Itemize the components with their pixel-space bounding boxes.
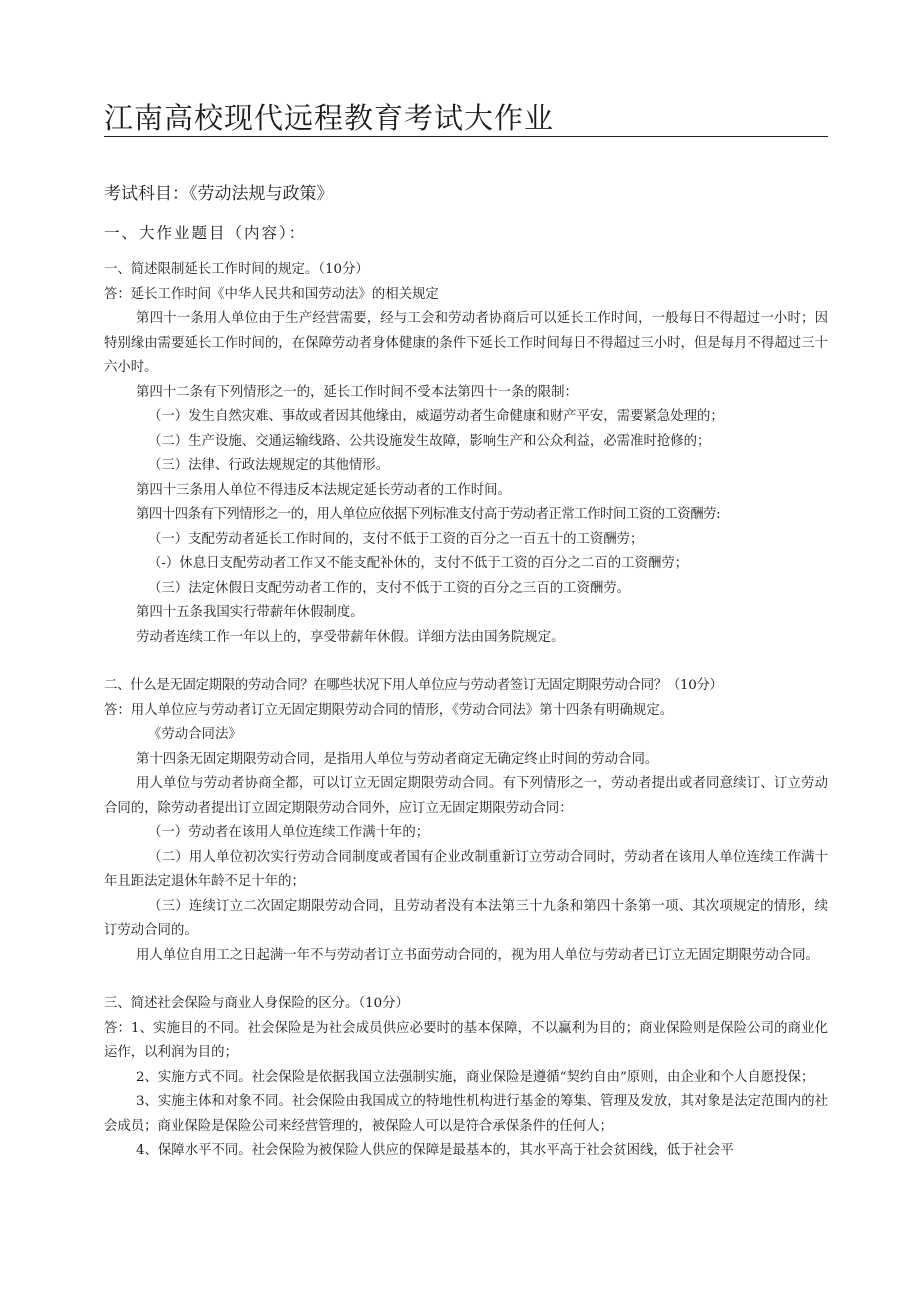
q1-list-item: （三）法律、行政法规规定的其他情形。 bbox=[148, 458, 390, 473]
q1-list-item: （一）发生自然灾难、事故或者因其他缘由，威逼劳动者生命健康和财产平安，需要紧急处理的； bbox=[148, 409, 724, 424]
q1-paragraph: 第四十四条有下列情形之一的，用人单位应依据下列标准支付高于劳动者正常工作时间工资的工资酬劳: bbox=[136, 507, 721, 522]
q2-paragraph: 用人单位自用工之日起满一年不与劳动者订立书面劳动合同的，视为用人单位与劳动者已订立无固定期限劳动合同。 bbox=[136, 947, 819, 963]
q1-answer-intro: 答：延长工作时间《中华人民共和国劳动法》的相关规定 bbox=[104, 286, 439, 302]
title-divider bbox=[104, 136, 828, 137]
q1-paragraph: 第四十五条我国实行带薪年休假制度。 bbox=[136, 605, 364, 620]
q1-paragraph: 第四十一条用人单位由于生产经营需要，经与工会和劳动者协商后可以延长工作时间，一般每日不得超过一小时；因特别缘由需要延长工作时间的，在保障劳动者身体健康的条件下延长工作时间每日不得超过三小时，但是每月不得超过三十六小时。 bbox=[104, 311, 828, 375]
q2-paragraph: 用人单位与劳动者协商全都，可以订立无固定期限劳动合同。有下列情形之一，劳动者提出或者同意续订、订立劳动合同的，除劳动者提出订立固定期限劳动合同外，应订立无固定期限劳动合同： bbox=[104, 776, 828, 816]
q1-paragraph: 第四十二条有下列情形之一的，延长工作时间不受本法第四十一条的限制： bbox=[136, 384, 578, 400]
document-body bbox=[104, 258, 828, 1164]
q2-answer-intro: 答：用人单位应与劳动者订立无固定期限劳动合同的情形，《劳动合同法》第十四条有明确规定。 bbox=[104, 702, 674, 718]
q1-list-item: （二）生产设施、交通运输线路、公共设施发生故障，影响生产和公众利益，必需准时抢修的； bbox=[148, 433, 711, 449]
section-heading: 一、大作业题目（内容）： bbox=[104, 224, 307, 242]
q3-answer-item: 3、实施主体和对象不同。社会保险由我国成立的特地性机构进行基金的筹集、管理及发放，其对象是法定范围内的社会成员；商业保险是保险公司来经营管理的，被保险人可以是符合承保条件的任何人； bbox=[104, 1094, 828, 1134]
q1-list-item: （一）支配劳动者延长工作时间的，支付不低于工资的百分之一百五十的工资酬劳； bbox=[148, 531, 644, 547]
q2-paragraph: 第十四条无固定期限劳动合同，是指用人单位与劳动者商定无确定终止时间的劳动合同。 bbox=[136, 751, 659, 767]
spacer bbox=[104, 968, 828, 992]
q3-answer-item: 答：1、实施目的不同。社会保险是为社会成员供应必要时的基本保障，不以赢利为目的；商业保险则是保险公司的商业化运作，以利润为目的； bbox=[104, 1020, 828, 1060]
q2-list-item: （一）劳动者在该用人单位连续工作满十年的； bbox=[148, 825, 430, 840]
q3-answer-item: 4、保障水平不同。社会保险为被保险人供应的保障是最基本的，其水平高于社会贫困线，低于社会平 bbox=[136, 1143, 734, 1158]
exam-subject: 考试科目：《劳动法规与政策》 bbox=[104, 184, 334, 204]
q2-question: 二、什么是无固定期限的劳动合同？在哪些状况下用人单位应与劳动者签订无固定期限劳动合同？（10分） bbox=[104, 678, 723, 693]
q3-answer-item: 2、实施方式不同。社会保险是依据我国立法强制实施，商业保险是遵循“契约自由”原则，由企业和个人自愿投保； bbox=[136, 1069, 815, 1085]
q2-list-item: （三）连续订立二次固定期限劳动合同，且劳动者没有本法第三十九条和第四十条第一项、其次项规定的情形，续订劳动合同的。 bbox=[104, 898, 828, 938]
q3-question: 三、简述社会保险与商业人身保险的区分。（10分） bbox=[104, 996, 409, 1011]
spacer bbox=[104, 650, 828, 674]
q1-list-item: （-）休息日支配劳动者工作又不能支配补休的，支付不低于工资的百分之二百的工资酬劳； bbox=[148, 556, 689, 571]
q1-paragraph: 第四十三条用人单位不得违反本法规定延长劳动者的工作时间。 bbox=[136, 482, 511, 498]
q2-law-name: 《劳动合同法》 bbox=[148, 727, 242, 742]
q1-paragraph: 劳动者连续工作一年以上的，享受带薪年休假。详细方法由国务院规定。 bbox=[136, 629, 565, 645]
q2-list-item: （二）用人单位初次实行劳动合同制度或者国有企业改制重新订立劳动合同时，劳动者在该用人单位连续工作满十年且距法定退休年龄不足十年的； bbox=[104, 849, 828, 889]
q1-list-item: （三）法定休假日支配劳动者工作的，支付不低于工资的百分之三百的工资酬劳。 bbox=[148, 580, 631, 596]
document-title: 江南高校现代远程教育考试大作业 bbox=[104, 101, 555, 135]
q1-question: 一、简述限制延长工作时间的规定。（10分） bbox=[104, 262, 369, 277]
